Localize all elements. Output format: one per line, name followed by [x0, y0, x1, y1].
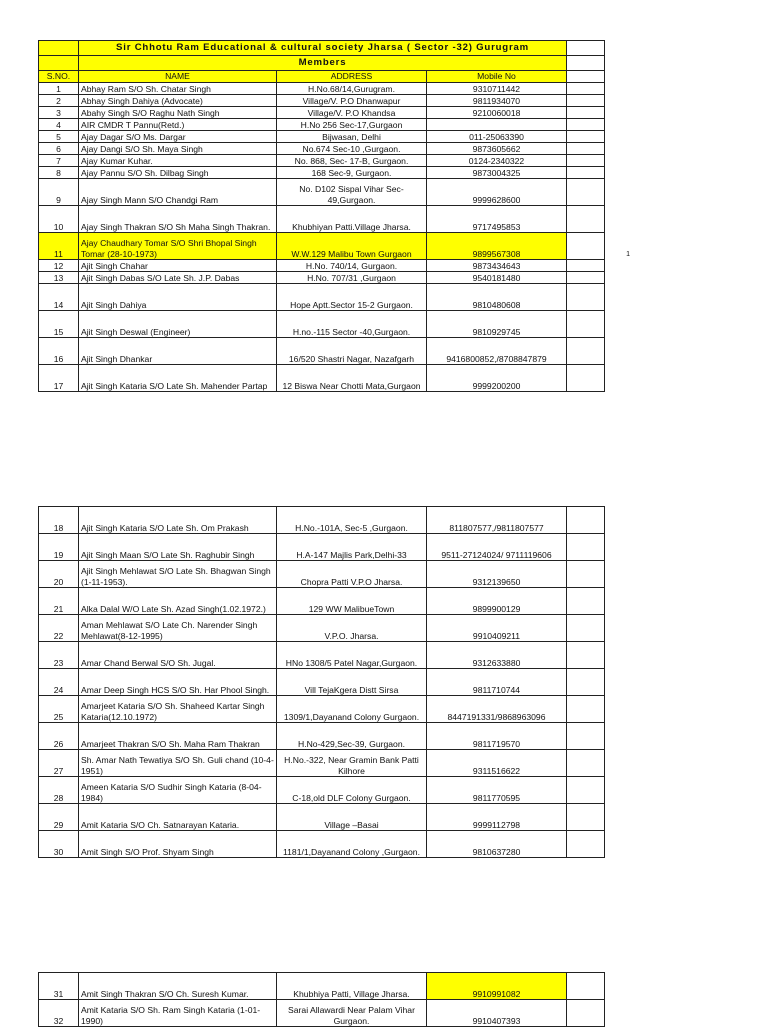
- blank-cell: [605, 272, 633, 284]
- blank-cell: [567, 179, 605, 206]
- row-address: 129 WW MalibueTown: [277, 588, 427, 615]
- row-name: Ajay Dagar S/O Ms. Dargar: [79, 131, 277, 143]
- members-table-section: [38, 506, 633, 858]
- blank-cell: [605, 1000, 633, 1027]
- row-mobile: 9540181480: [427, 272, 567, 284]
- blank-cell: [567, 831, 605, 858]
- blank-cell: [605, 107, 633, 119]
- row-sno: 16: [39, 338, 79, 365]
- row-name: Ajay Dangi S/O Sh. Maya Singh: [79, 143, 277, 155]
- blank-cell: [567, 588, 605, 615]
- blank-cell: [567, 119, 605, 131]
- blank-cell: [605, 723, 633, 750]
- row-address: 16/520 Shastri Nagar, Nazafgarh: [277, 338, 427, 365]
- blank-cell: [567, 95, 605, 107]
- table-row: [39, 233, 633, 260]
- blank-cell: [567, 507, 605, 534]
- row-name: Abhay Singh Dahiya (Advocate): [79, 95, 277, 107]
- row-name: Ajay Pannu S/O Sh. Dilbag Singh: [79, 167, 277, 179]
- blank-cell: [567, 56, 605, 71]
- row-mobile: 9873004325: [427, 167, 567, 179]
- row-address: 12 Biswa Near Chotti Mata,Gurgaon: [277, 365, 427, 392]
- blank-cell: [605, 507, 633, 534]
- blank-cell: [605, 365, 633, 392]
- row-sno: 13: [39, 272, 79, 284]
- row-address: No. 868, Sec- 17-B, Gurgaon.: [277, 155, 427, 167]
- row-sno: 27: [39, 750, 79, 777]
- table-row: [39, 95, 633, 107]
- row-mobile: 9873434643: [427, 260, 567, 272]
- blank-cell: [567, 143, 605, 155]
- blank-cell: [567, 131, 605, 143]
- table-row: [39, 723, 633, 750]
- blank-cell: [605, 71, 633, 83]
- blank-cell: [605, 777, 633, 804]
- row-mobile: 9717495853: [427, 206, 567, 233]
- row-sno: 29: [39, 804, 79, 831]
- blank-cell: [567, 206, 605, 233]
- row-name: Ajit Singh Deswal (Engineer): [79, 311, 277, 338]
- blank-cell: [605, 119, 633, 131]
- blank-cell: [605, 561, 633, 588]
- row-name: Ajay Kumar Kuhar.: [79, 155, 277, 167]
- blank-cell: [567, 750, 605, 777]
- row-name: Amar Deep Singh HCS S/O Sh. Har Phool Singh.: [79, 669, 277, 696]
- row-mobile: 9312633880: [427, 642, 567, 669]
- row-sno: 14: [39, 284, 79, 311]
- blank-cell: [567, 642, 605, 669]
- row-mobile: 9999628600: [427, 179, 567, 206]
- row-mobile: 9311516622: [427, 750, 567, 777]
- blank-cell: [605, 83, 633, 95]
- table-row: [39, 338, 633, 365]
- blank-cell: [567, 669, 605, 696]
- row-sno: 10: [39, 206, 79, 233]
- table-row: [39, 272, 633, 284]
- header-mobile: Mobile No: [427, 71, 567, 83]
- table-row: [39, 831, 633, 858]
- row-address: H.No. 740/14, Gurgaon.: [277, 260, 427, 272]
- table-row: [39, 143, 633, 155]
- row-name: Alka Dalal W/O Late Sh. Azad Singh(1.02.1972.): [79, 588, 277, 615]
- blank-cell: [567, 534, 605, 561]
- table-row: [39, 155, 633, 167]
- table-row: [39, 669, 633, 696]
- blank-cell: [567, 155, 605, 167]
- row-mobile: 9910409211: [427, 615, 567, 642]
- row-name: Amit Kataria S/O Sh. Ram Singh Kataria (1-01-1990): [79, 1000, 277, 1027]
- row-address: No. D102 Sispal Vihar Sec-49,Gurgaon.: [277, 179, 427, 206]
- blank-cell: [605, 750, 633, 777]
- row-name: Ajay Singh Thakran S/O Sh Maha Singh Thakran.: [79, 206, 277, 233]
- row-sno: 8: [39, 167, 79, 179]
- blank-cell: [605, 206, 633, 233]
- row-address: H.No-429,Sec-39, Gurgaon.: [277, 723, 427, 750]
- table-row: [39, 777, 633, 804]
- row-mobile: 9910407393: [427, 1000, 567, 1027]
- blank-cell: [605, 831, 633, 858]
- row-address: Village/V. P.O Khandsa: [277, 107, 427, 119]
- row-address: Village –Basai: [277, 804, 427, 831]
- row-address: Khubhiyan Patti.Village Jharsa.: [277, 206, 427, 233]
- blank-cell: [39, 56, 79, 71]
- row-address: H.A-147 Majlis Park,Delhi-33: [277, 534, 427, 561]
- blank-cell: [605, 973, 633, 1000]
- blank-cell: [605, 143, 633, 155]
- row-sno: 15: [39, 311, 79, 338]
- blank-cell: [567, 41, 605, 56]
- blank-cell: [605, 155, 633, 167]
- row-address: 1309/1,Dayanand Colony Gurgaon.: [277, 696, 427, 723]
- blank-cell: [567, 167, 605, 179]
- row-address: HNo 1308/5 Patel Nagar,Gurgaon.: [277, 642, 427, 669]
- row-mobile: 9811710744: [427, 669, 567, 696]
- blank-cell: [567, 272, 605, 284]
- row-name: Ajit Singh Kataria S/O Late Sh. Mahender Partap: [79, 365, 277, 392]
- blank-cell: [567, 233, 605, 260]
- table-row: [39, 696, 633, 723]
- blank-cell: [567, 615, 605, 642]
- blank-cell: [567, 561, 605, 588]
- blank-cell: [605, 642, 633, 669]
- row-address: Chopra Patti V.P.O Jharsa.: [277, 561, 427, 588]
- row-sno: 12: [39, 260, 79, 272]
- blank-cell: [605, 167, 633, 179]
- blank-cell: [605, 338, 633, 365]
- row-address: H.No.68/14,Gurugram.: [277, 83, 427, 95]
- row-name: Ajit Singh Mehlawat S/O Late Sh. Bhagwan Singh (1-11-1953).: [79, 561, 277, 588]
- row-name: Amit Kataria S/O Ch. Satnarayan Kataria.: [79, 804, 277, 831]
- row-name: Ajit Singh Kataria S/O Late Sh. Om Prakash: [79, 507, 277, 534]
- blank-cell: [605, 41, 633, 56]
- row-sno: 28: [39, 777, 79, 804]
- table-row: [39, 365, 633, 392]
- blank-cell: [605, 56, 633, 71]
- row-address: H.No 256 Sec-17,Gurgaon: [277, 119, 427, 131]
- row-name: AIR CMDR T Pannu(Retd.): [79, 119, 277, 131]
- row-name: Amarjeet Thakran S/O Sh. Maha Ram Thakran: [79, 723, 277, 750]
- row-sno: 32: [39, 1000, 79, 1027]
- row-mobile: 9899567308: [427, 233, 567, 260]
- table-row: [39, 1000, 633, 1027]
- blank-cell: [567, 804, 605, 831]
- blank-cell: [605, 179, 633, 206]
- row-name: Abhay Ram S/O Sh. Chatar Singh: [79, 83, 277, 95]
- row-name: Amarjeet Kataria S/O Sh. Shaheed Kartar Singh Kataria(12.10.1972): [79, 696, 277, 723]
- row-mobile: 9811934070: [427, 95, 567, 107]
- row-sno: 2: [39, 95, 79, 107]
- blank-cell: [605, 615, 633, 642]
- row-name: Amar Chand Berwal S/O Sh. Jugal.: [79, 642, 277, 669]
- table-row: [39, 615, 633, 642]
- sheet-title: Sir Chhotu Ram Educational & cultural society Jharsa ( Sector -32) Gurugram: [79, 41, 567, 56]
- row-address: W.W.129 Malibu Town Gurgaon: [277, 233, 427, 260]
- row-mobile: 9999112798: [427, 804, 567, 831]
- table-row: [39, 973, 633, 1000]
- table-row: [39, 642, 633, 669]
- table-row: [39, 284, 633, 311]
- row-address: 168 Sec-9, Gurgaon.: [277, 167, 427, 179]
- row-mobile: 9899900129: [427, 588, 567, 615]
- row-name: Ajit Singh Chahar: [79, 260, 277, 272]
- row-name: Amit Singh Thakran S/O Ch. Suresh Kumar.: [79, 973, 277, 1000]
- row-sno: 24: [39, 669, 79, 696]
- row-mobile: 9416800852,/8708847879: [427, 338, 567, 365]
- row-sno: 17: [39, 365, 79, 392]
- page-marker: 1: [626, 251, 630, 259]
- row-mobile: 9999200200: [427, 365, 567, 392]
- row-name: Ameen Kataria S/O Sudhir Singh Kataria (8-04-1984): [79, 777, 277, 804]
- table-row: [39, 167, 633, 179]
- blank-cell: [605, 669, 633, 696]
- row-sno: 23: [39, 642, 79, 669]
- row-name: Sh. Amar Nath Tewatiya S/O Sh. Guli chand (10-4-1951): [79, 750, 277, 777]
- row-mobile: 9873605662: [427, 143, 567, 155]
- table-row: [39, 83, 633, 95]
- row-mobile: 811807577,/9811807577: [427, 507, 567, 534]
- blank-cell: [567, 83, 605, 95]
- row-mobile: 8447191331/9868963096: [427, 696, 567, 723]
- row-address: V.P.O. Jharsa.: [277, 615, 427, 642]
- row-sno: 5: [39, 131, 79, 143]
- blank-cell: [605, 311, 633, 338]
- blank-cell: [567, 973, 605, 1000]
- table-row: [39, 179, 633, 206]
- row-mobile: [427, 119, 567, 131]
- row-address: H.no.-115 Sector -40,Gurgaon.: [277, 311, 427, 338]
- row-mobile: 9910991082: [427, 973, 567, 1000]
- row-sno: 7: [39, 155, 79, 167]
- table-row: [39, 311, 633, 338]
- row-name: Abahy Singh S/O Raghu Nath Singh: [79, 107, 277, 119]
- blank-cell: [567, 71, 605, 83]
- row-sno: 11: [39, 233, 79, 260]
- row-mobile: 9511-27124024/ 9711119606: [427, 534, 567, 561]
- blank-cell: [605, 588, 633, 615]
- row-address: Village/V. P.O Dhanwapur: [277, 95, 427, 107]
- table-row: [39, 260, 633, 272]
- blank-cell: [567, 777, 605, 804]
- blank-cell: [567, 696, 605, 723]
- row-name: Ajay Singh Mann S/O Chandgi Ram: [79, 179, 277, 206]
- row-sno: 6: [39, 143, 79, 155]
- row-mobile: 9810480608: [427, 284, 567, 311]
- row-mobile: 9312139650: [427, 561, 567, 588]
- row-address: Khubhiya Patti, Village Jharsa.: [277, 973, 427, 1000]
- row-sno: 31: [39, 973, 79, 1000]
- row-name: Ajay Chaudhary Tomar S/O Shri Bhopal Singh Tomar (28-10-1973): [79, 233, 277, 260]
- blank-cell: [567, 284, 605, 311]
- row-sno: 25: [39, 696, 79, 723]
- row-address: Bijwasan, Delhi: [277, 131, 427, 143]
- row-sno: 22: [39, 615, 79, 642]
- blank-cell: [567, 1000, 605, 1027]
- row-mobile: 9810929745: [427, 311, 567, 338]
- row-sno: 21: [39, 588, 79, 615]
- row-address: Vill TejaKgera Distt Sirsa: [277, 669, 427, 696]
- row-address: H.No.-101A, Sec-5 ,Gurgaon.: [277, 507, 427, 534]
- row-sno: 26: [39, 723, 79, 750]
- row-address: H.No. 707/31 ,Gurgaon: [277, 272, 427, 284]
- row-sno: 4: [39, 119, 79, 131]
- row-mobile: 0124-2340322: [427, 155, 567, 167]
- table-row: [39, 507, 633, 534]
- header-sno: S.NO.: [39, 71, 79, 83]
- table-row: [39, 534, 633, 561]
- header-address: ADDRESS: [277, 71, 427, 83]
- table-row: [39, 804, 633, 831]
- row-address: Hope Aptt.Sector 15-2 Gurgaon.: [277, 284, 427, 311]
- row-name: Aman Mehlawat S/O Late Ch. Narender Singh Mehlawat(8-12-1995): [79, 615, 277, 642]
- row-name: Ajit Singh Maan S/O Late Sh. Raghubir Singh: [79, 534, 277, 561]
- members-table-section: [38, 972, 633, 1027]
- table-row: [39, 131, 633, 143]
- row-address: 1181/1,Dayanand Colony ,Gurgaon.: [277, 831, 427, 858]
- row-address: No.674 Sec-10 ,Gurgaon.: [277, 143, 427, 155]
- blank-cell: [567, 311, 605, 338]
- blank-cell: [605, 804, 633, 831]
- row-mobile: 9810637280: [427, 831, 567, 858]
- blank-cell: [567, 338, 605, 365]
- blank-cell: [567, 107, 605, 119]
- row-sno: 18: [39, 507, 79, 534]
- blank-cell: [39, 41, 79, 56]
- row-mobile: 9811770595: [427, 777, 567, 804]
- row-name: Ajit Singh Dhankar: [79, 338, 277, 365]
- row-sno: 20: [39, 561, 79, 588]
- blank-cell: [605, 534, 633, 561]
- row-mobile: 9811719570: [427, 723, 567, 750]
- blank-cell: [567, 723, 605, 750]
- row-address: Sarai Allawardi Near Palam Vihar Gurgaon.: [277, 1000, 427, 1027]
- row-name: Ajit Singh Dahiya: [79, 284, 277, 311]
- table-row: [39, 750, 633, 777]
- table-row: [39, 561, 633, 588]
- row-sno: 30: [39, 831, 79, 858]
- header-name: NAME: [79, 71, 277, 83]
- row-sno: 9: [39, 179, 79, 206]
- blank-cell: [605, 696, 633, 723]
- row-sno: 19: [39, 534, 79, 561]
- blank-cell: [567, 365, 605, 392]
- row-mobile: 011-25063390: [427, 131, 567, 143]
- blank-cell: [567, 260, 605, 272]
- row-sno: 1: [39, 83, 79, 95]
- row-mobile: 9210060018: [427, 107, 567, 119]
- row-mobile: 9310711442: [427, 83, 567, 95]
- row-name: Ajit Singh Dabas S/O Late Sh. J.P. Dabas: [79, 272, 277, 284]
- blank-cell: [605, 284, 633, 311]
- table-row: [39, 588, 633, 615]
- row-sno: 3: [39, 107, 79, 119]
- table-row: [39, 206, 633, 233]
- row-address: C-18,old DLF Colony Gurgaon.: [277, 777, 427, 804]
- blank-cell: [605, 260, 633, 272]
- blank-cell: [605, 95, 633, 107]
- sheet-subtitle: Members: [79, 56, 567, 71]
- row-address: H.No.-322, Near Gramin Bank Patti Kilhore: [277, 750, 427, 777]
- blank-cell: [605, 131, 633, 143]
- table-row: [39, 107, 633, 119]
- members-table-section: [38, 40, 633, 392]
- table-row: [39, 119, 633, 131]
- row-name: Amit Singh S/O Prof. Shyam Singh: [79, 831, 277, 858]
